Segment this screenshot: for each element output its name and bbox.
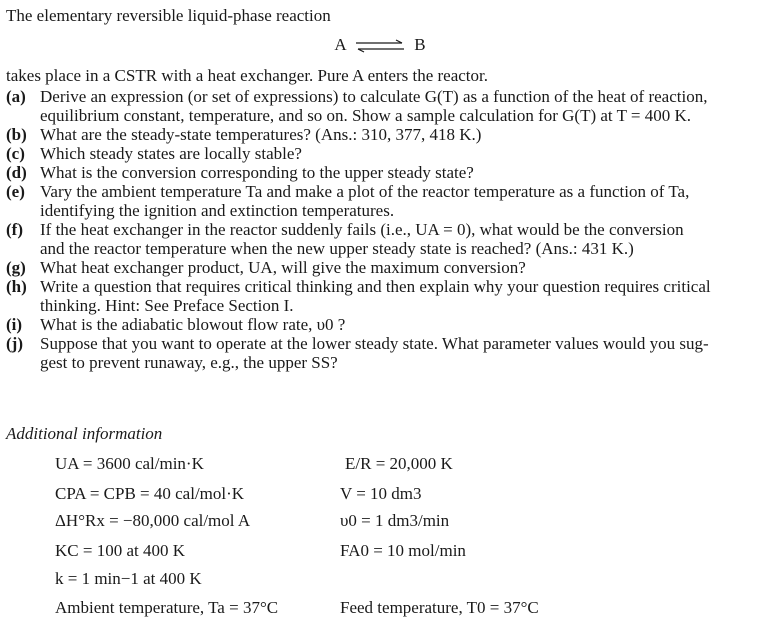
- equilibrium-arrow-icon: [354, 39, 406, 53]
- question-label: (d): [6, 163, 27, 182]
- param-rate-constant: k = 1 min−1 at 400 K: [55, 569, 202, 588]
- param-molar-feed-rate: FA0 = 10 mol/min: [340, 541, 466, 560]
- question-line: and the reactor temperature when the new upper steady state is reached? (Ans.: 431 K.): [40, 239, 634, 258]
- question-label: (c): [6, 144, 25, 163]
- question-item: [6, 144, 776, 163]
- question-label: (j): [6, 334, 23, 353]
- question-label: (a): [6, 87, 26, 106]
- param-heat-capacity: CPA = CPB = 40 cal/mol·K: [55, 484, 245, 503]
- question-line: What is the conversion corresponding to the upper steady state?: [40, 163, 474, 182]
- question-line: Suppose that you want to operate at the lower steady state. What parameter values would you sug-: [40, 334, 709, 353]
- question-label: (b): [6, 125, 27, 144]
- reaction-equation: [300, 35, 460, 54]
- lead-text: takes place in a CSTR with a heat exchanger. Pure A enters the reactor.: [6, 66, 488, 85]
- question-item: [6, 87, 776, 125]
- question-line: thinking. Hint: See Preface Section I.: [40, 296, 294, 315]
- question-line: What heat exchanger product, UA, will give the maximum conversion?: [40, 258, 526, 277]
- question-line: Which steady states are locally stable?: [40, 144, 302, 163]
- question-item: [6, 334, 776, 372]
- question-line: Vary the ambient temperature Ta and make a plot of the reactor temperature as a function of Ta,: [40, 182, 690, 201]
- question-line: Write a question that requires critical thinking and then explain why your question requires critical: [40, 277, 711, 296]
- question-line: What are the steady-state temperatures? (Ans.: 310, 377, 418 K.): [40, 125, 482, 144]
- reactant-label: A: [334, 35, 346, 54]
- question-line: If the heat exchanger in the reactor suddenly fails (i.e., UA = 0), what would be the conversion: [40, 220, 684, 239]
- question-item: [6, 182, 776, 220]
- product-label: B: [414, 35, 426, 54]
- question-item: [6, 125, 776, 144]
- question-item: [6, 315, 776, 334]
- param-feed-temperature: Feed temperature, T0 = 37°C: [340, 598, 539, 617]
- param-equilibrium-constant: KC = 100 at 400 K: [55, 541, 185, 560]
- intro-text: The elementary reversible liquid-phase reaction: [6, 6, 331, 25]
- question-label: (f): [6, 220, 23, 239]
- question-line: identifying the ignition and extinction temperatures.: [40, 201, 395, 220]
- question-line: equilibrium constant, temperature, and so on. Show a sample calculation for G(T) at T = 400 K.: [40, 106, 692, 125]
- question-label: (i): [6, 315, 23, 334]
- question-item: [6, 277, 776, 315]
- param-heat-of-reaction: ΔH°Rx = −80,000 cal/mol A: [55, 511, 251, 530]
- question-label: (e): [6, 182, 25, 201]
- question-item: [6, 220, 776, 258]
- additional-info-title: Additional information: [6, 424, 163, 443]
- question-item: [6, 258, 776, 277]
- question-line: gest to prevent runaway, e.g., the upper SS?: [40, 353, 338, 372]
- question-label: (g): [6, 258, 26, 277]
- question-list: [6, 87, 776, 372]
- param-activation-energy: E/R = 20,000 K: [345, 454, 453, 473]
- question-label: (h): [6, 277, 27, 296]
- question-line: Derive an expression (or set of expressions) to calculate G(T) as a function of the heat of reaction,: [40, 87, 708, 106]
- param-ua: UA = 3600 cal/min·K: [55, 454, 204, 473]
- question-line: What is the adiabatic blowout flow rate, υ0 ?: [40, 315, 346, 334]
- question-item: [6, 163, 776, 182]
- param-volume: V = 10 dm3: [340, 484, 422, 503]
- param-flow-rate: υ0 = 1 dm3/min: [340, 511, 450, 530]
- param-ambient-temperature: Ambient temperature, Ta = 37°C: [55, 598, 279, 617]
